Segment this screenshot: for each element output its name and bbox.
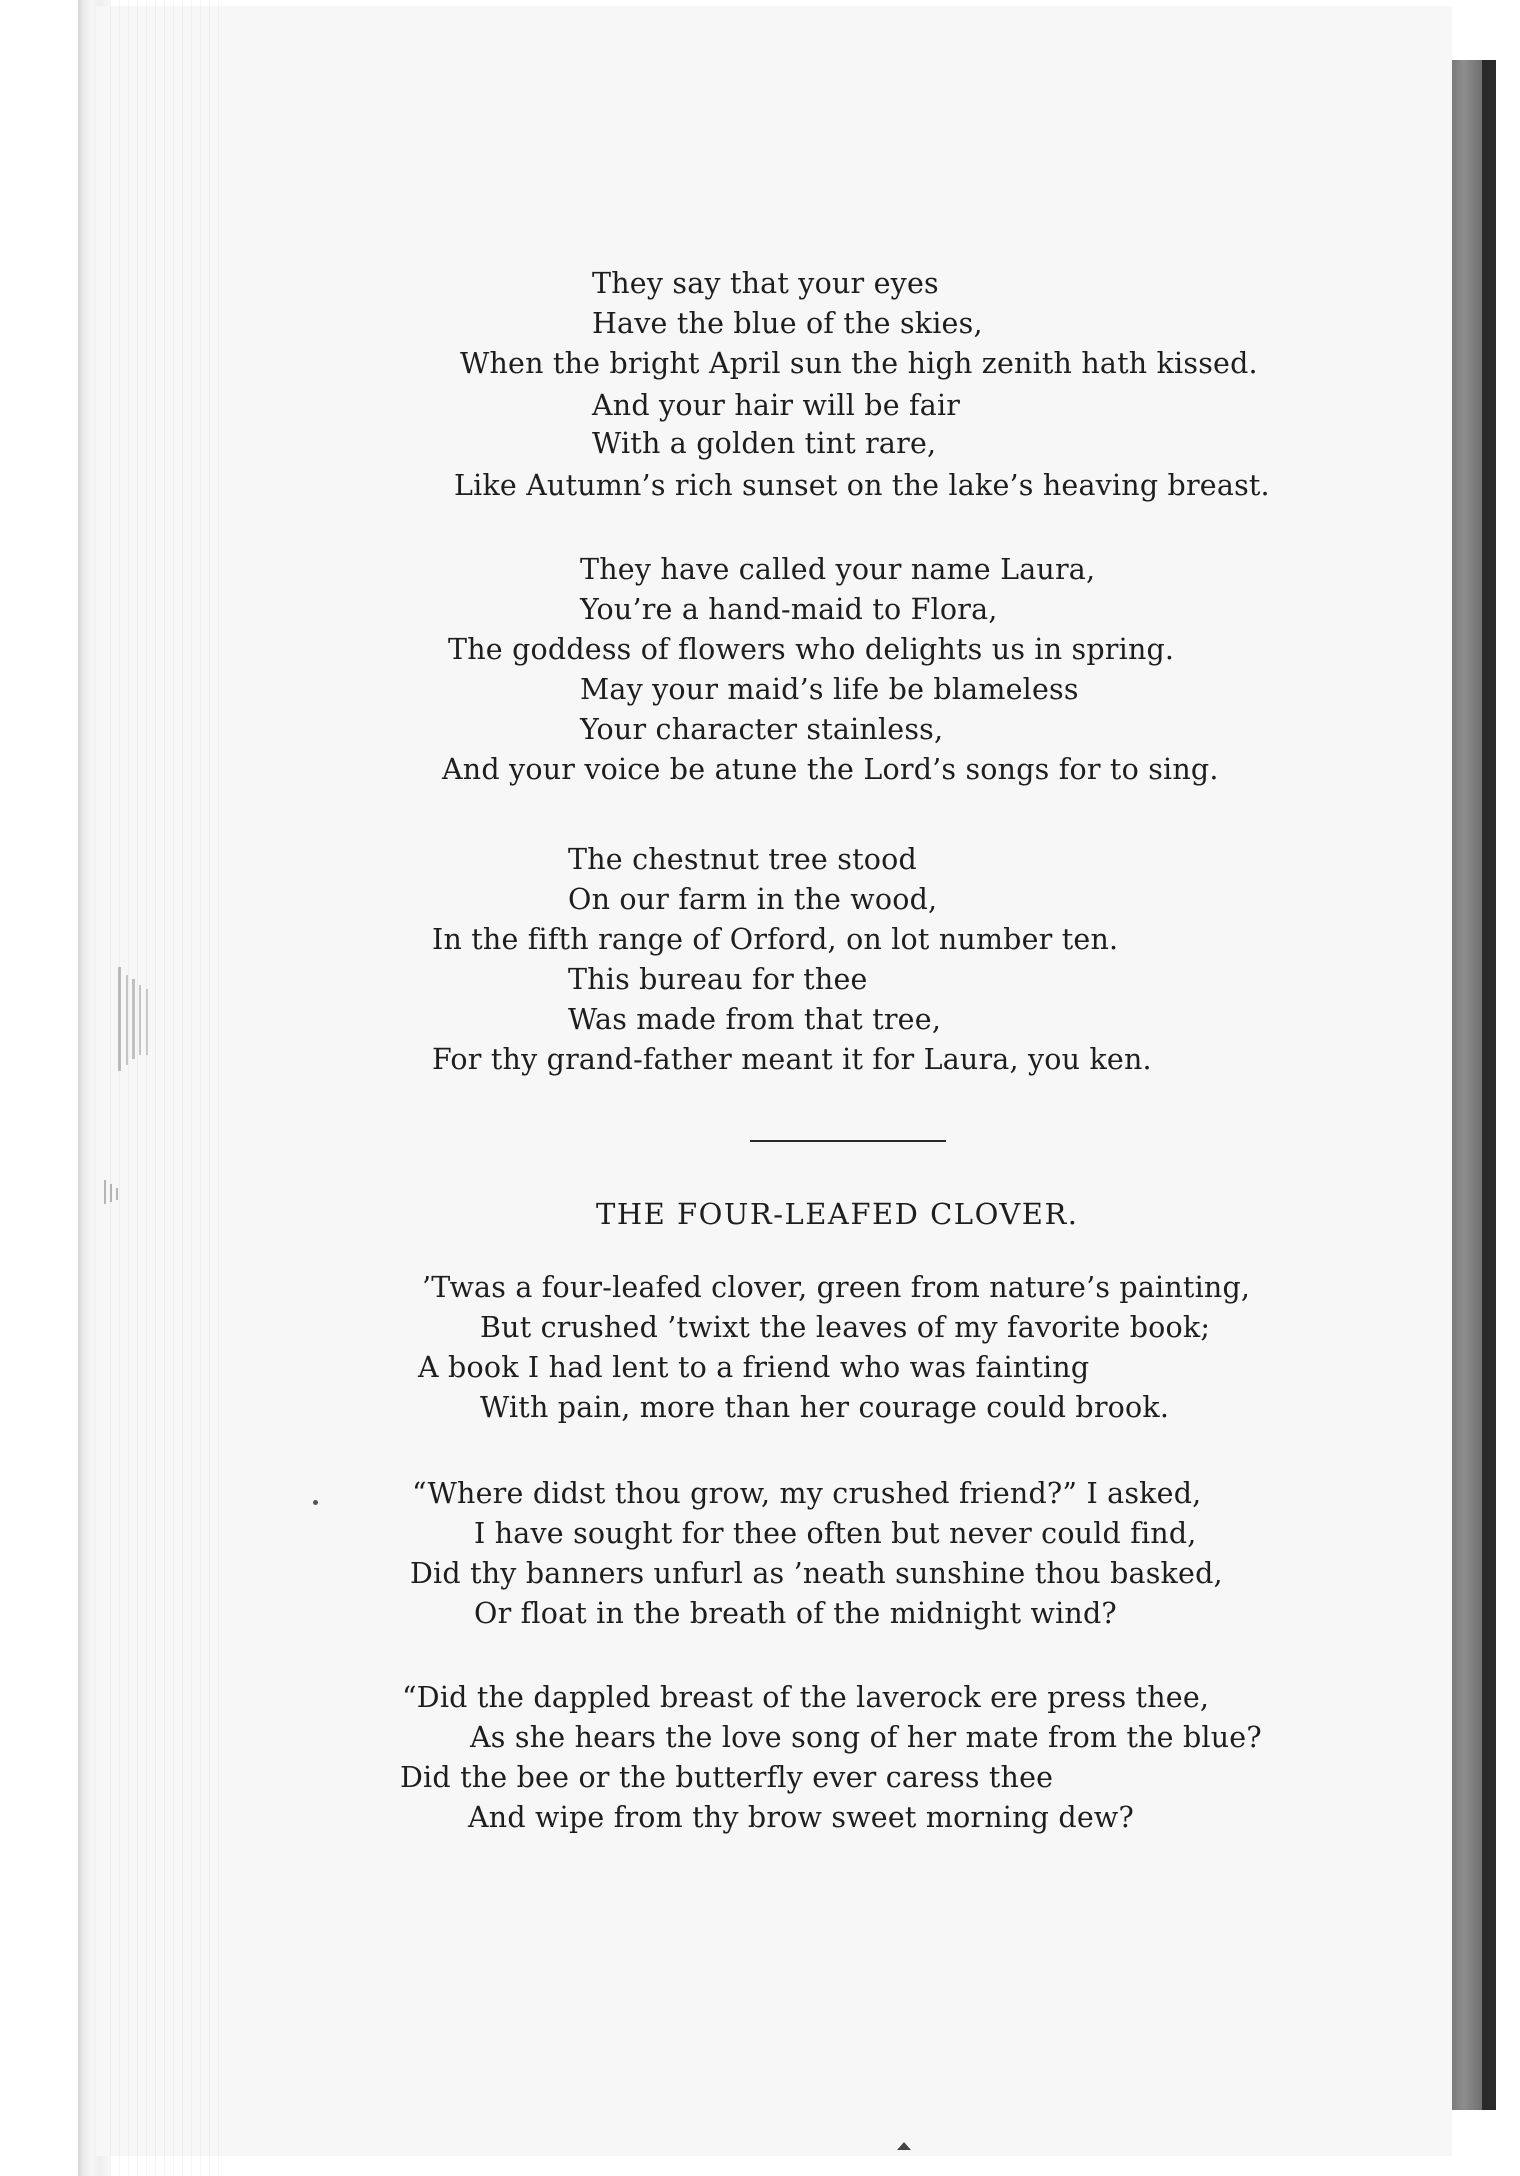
poem-line: But crushed ’twixt the leaves of my favorite book; [480, 1311, 1211, 1344]
separator-rule [750, 1140, 946, 1142]
margin-mark-image [100, 1178, 144, 1208]
poem-line: When the bright April sun the high zenith hath kissed. [460, 347, 1258, 380]
poem-line: They say that your eyes [592, 267, 939, 300]
poem-line: Have the blue of the skies, [592, 307, 983, 340]
poem-line: You’re a hand-maid to Flora, [580, 593, 998, 626]
poem-line: May your maid’s life be blameless [580, 673, 1079, 706]
section-title: THE FOUR-LEAFED CLOVER. [596, 1197, 1079, 1231]
poem-line: With a golden tint rare, [592, 427, 937, 460]
poem-line: On our farm in the wood, [568, 883, 938, 916]
page-edge-lines [110, 0, 220, 2176]
poem-line: The goddess of flowers who delights us in spring. [448, 633, 1175, 666]
library-stamp-image [112, 965, 172, 1075]
poem-line: The chestnut tree stood [568, 843, 917, 876]
poem-line: They have called your name Laura, [580, 553, 1096, 586]
poem-line: And your voice be atune the Lord’s songs for to sing. [442, 753, 1219, 786]
poem-line: Was made from that tree, [568, 1003, 942, 1036]
poem-line: A book I had lent to a friend who was fainting [418, 1351, 1090, 1384]
poem-line: With pain, more than her courage could brook. [480, 1391, 1170, 1424]
poem-line: As she hears the love song of her mate from the blue? [470, 1721, 1262, 1754]
poem-line: Or float in the breath of the midnight wind? [474, 1597, 1117, 1630]
poem-line: Your character stainless, [580, 713, 944, 746]
poem-line: I have sought for thee often but never could find, [474, 1517, 1197, 1550]
poem-line: “Where didst thou grow, my crushed friend?” I asked, [412, 1477, 1202, 1510]
book-spine-edge [1452, 60, 1482, 2110]
poem-line: Did the bee or the butterfly ever caress thee [400, 1761, 1054, 1794]
poem-line: In the fifth range of Orford, on lot number ten. [432, 923, 1119, 956]
poem-line: ’Twas a four-leafed clover, green from nature’s painting, [422, 1271, 1251, 1304]
spine-shadow [1482, 60, 1496, 2110]
poem-line: “Did the dappled breast of the laverock ere press thee, [402, 1681, 1210, 1714]
right-margin [1496, 0, 1520, 2176]
ink-speck [313, 1500, 318, 1505]
poem-line: And wipe from thy brow sweet morning dew? [468, 1801, 1134, 1834]
bottom-edge-mark [895, 2140, 913, 2152]
poem-line: Like Autumn’s rich sunset on the lake’s heaving breast. [454, 469, 1270, 502]
poem-line: This bureau for thee [568, 963, 868, 996]
poem-line: Did thy banners unfurl as ’neath sunshine thou basked, [410, 1557, 1223, 1590]
poem-line: And your hair will be fair [592, 389, 961, 422]
poem-line: For thy grand-father meant it for Laura, you ken. [432, 1043, 1152, 1076]
